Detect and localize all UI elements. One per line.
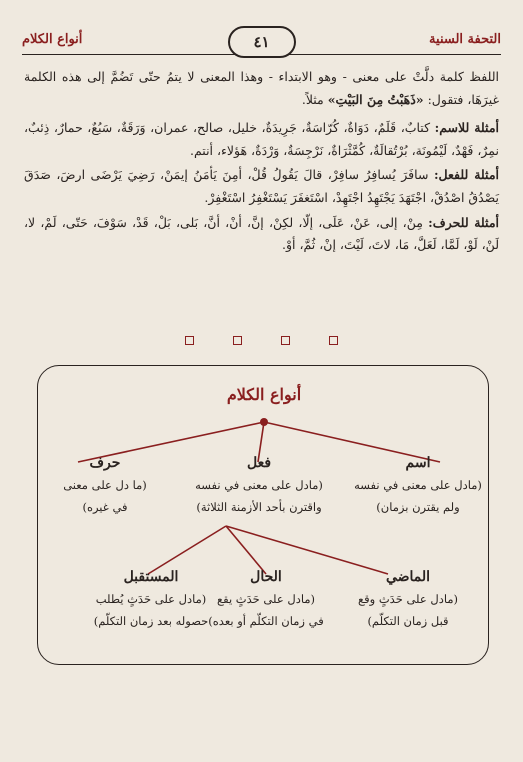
fil-head: فعل bbox=[246, 455, 272, 471]
noun-label: أمثلة للاسم: bbox=[434, 120, 499, 136]
letter-label: أمثلة للحرف: bbox=[428, 214, 499, 230]
verb-label: أمثلة للفعل: bbox=[433, 167, 499, 183]
harf-line-2: في غيره) bbox=[82, 500, 128, 514]
letter-text: مِنْ، إلى، عَنْ، عَلَى، إلّا، لكِنْ، إنَّ، أنْ، أنَّ، بَلى، بَلْ، قَدْ، سَوْفَ، حَتّى، لَمْ، لا، لَنْ، لَوْ، لَمَّا، لَعَلَّ، مَا، لاتَ، لَيْتَ، إنْ، ثُمَّ، أوْ. bbox=[24, 214, 499, 253]
hal-head: الحال bbox=[250, 569, 282, 585]
node-madi bbox=[342, 566, 474, 632]
fil-line-1: (مادل على معنى في نفسه bbox=[195, 478, 323, 492]
root-node-dot bbox=[260, 418, 268, 426]
node-fil bbox=[184, 452, 334, 518]
madi-head: الماضي bbox=[385, 569, 431, 585]
node-ism bbox=[348, 452, 488, 518]
madi-line-2: قبل زمان التكلّم) bbox=[367, 614, 449, 628]
mustaqbal-head: المستقبل bbox=[123, 569, 179, 585]
node-mustaqbal bbox=[86, 566, 216, 632]
madi-line-1: (مادل على حَدَثٍ وقع bbox=[358, 592, 458, 606]
page-header bbox=[22, 22, 501, 62]
intro-quote: «ذَهَبْتُ مِنَ البَيْتِ» bbox=[327, 91, 424, 107]
intro-paragraph bbox=[24, 66, 499, 111]
noun-examples bbox=[24, 117, 499, 162]
divider-square-icon bbox=[281, 336, 290, 345]
divider-square-icon bbox=[185, 336, 194, 345]
intro-line-2: الكلمة غيرَهَا، فتقول: bbox=[24, 69, 499, 107]
node-harf bbox=[40, 452, 170, 518]
harf-head: حرف bbox=[89, 455, 121, 471]
diagram-title: أنواع الكلام bbox=[226, 385, 302, 404]
divider-square-icon bbox=[233, 336, 242, 345]
mustaqbal-line-1: (مادل على حَدَثٍ يُطلب bbox=[95, 592, 207, 606]
harf-line-1: (ما دل على معنى bbox=[63, 478, 147, 492]
divider-square-icon bbox=[329, 336, 338, 345]
intro-end: مثلاً. bbox=[301, 91, 324, 107]
hal-line-1: (مادل على حَدَثٍ يقع bbox=[217, 592, 315, 606]
body-text bbox=[24, 66, 499, 257]
word-types-diagram bbox=[37, 365, 489, 665]
verb-text: سافَرَ يُسافِرُ سافِرْ، قالَ يَقُولُ قُلْ، أمِنَ يَأمَنُ إيمَنْ، رَضِيَ يَرْضَى ارضَ، صَدَقَ يَصْدُقُ اصْدُقْ، اجْتَهَدَ يَجْتَهِدُ اجْتَهِدْ، اسْتَغفَرَ يَسْتَغْفِرُ اسْتَغْفِرْ. bbox=[24, 167, 499, 205]
intro-line-1: اللفظ كلمة دلَّتْ على معنى - وهو الابتداء - وهذا المعنى لا يتمُ حتّى تَضُمَّ إلى هذه bbox=[61, 69, 499, 84]
fil-line-2: واقترن بأحد الأزمنة الثلاثة) bbox=[196, 500, 322, 514]
page-number: ٤١ bbox=[228, 26, 296, 58]
ism-head: اسم bbox=[405, 455, 431, 471]
book-title: التحفة السنية bbox=[429, 32, 501, 47]
verb-examples bbox=[24, 164, 499, 209]
noun-text: كتابٌ، قَلَمٌ، دَوَاةٌ، كُرّاسَةٌ، جَرِيدَةٌ، خليل، صالح، عمران، وَرَقَةٌ، سَبُعٌ، حمارٌ، ذِئبٌ، نمِرٌ، فَهْدٌ، لَيْمُونَة، بُرْتُقالَةٌ، كُمَّثْرَاةٌ، نَرْجِسَةٌ، وَرْدَةٌ، هَؤلاء، أنتم. bbox=[24, 120, 499, 158]
node-hal bbox=[198, 566, 334, 632]
section-divider bbox=[0, 330, 523, 349]
ism-line-1: (مادل على معنى في نفسه bbox=[354, 478, 482, 492]
hal-line-2: في زمان التكلّم أو بعده) bbox=[208, 614, 324, 628]
ism-line-2: ولم يقترن بزمان) bbox=[376, 500, 460, 514]
section-title: أنواع الكلام bbox=[22, 32, 83, 47]
mustaqbal-line-2: حصوله بعد زمان التكلّم) bbox=[93, 614, 209, 628]
letter-examples bbox=[24, 212, 499, 257]
